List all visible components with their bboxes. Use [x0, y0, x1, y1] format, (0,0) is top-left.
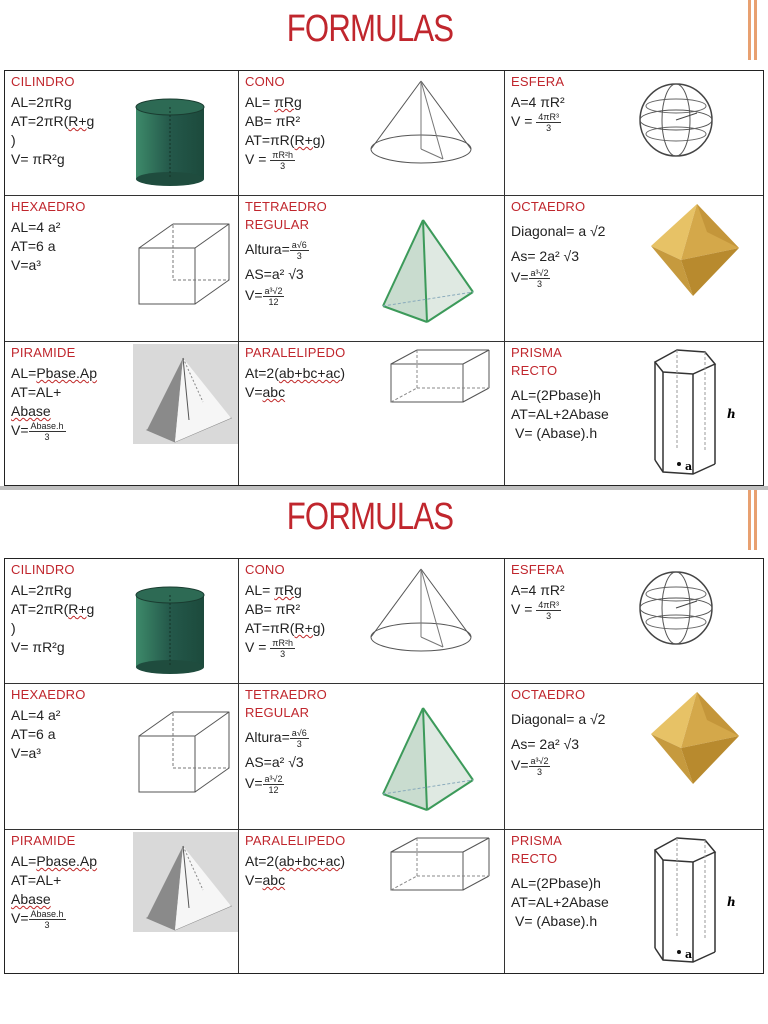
formula-line: Diagonal= a √2	[511, 711, 606, 727]
cell-cono	[239, 71, 505, 196]
formula-line: AS=a² √3	[245, 266, 304, 282]
cube-figure	[129, 218, 237, 308]
prism-figure	[649, 346, 759, 484]
formula-line: AL=Pbase.Ap	[11, 365, 98, 381]
formula-line: AT=πR(R+g)	[245, 620, 326, 636]
page-title: FORMULAS	[286, 8, 454, 50]
page-2	[0, 490, 768, 975]
shape-name: PRISMA RECTO	[511, 345, 563, 378]
formula-lines	[245, 240, 309, 307]
tetrahedron-figure	[379, 702, 479, 812]
formula-line: AL=(2Pbase)h	[511, 387, 601, 403]
cell-paralelipedo	[239, 830, 505, 973]
shape-name: PIRAMIDE	[11, 833, 76, 848]
pyramid-figure	[133, 832, 239, 932]
sphere-figure	[635, 567, 717, 649]
formula-lines	[511, 386, 609, 443]
formula-lines	[11, 581, 94, 657]
formula-line: V=abc	[245, 872, 286, 888]
formula-line: AT=AL+2Abase	[511, 406, 609, 422]
tetrahedron-figure	[379, 214, 479, 324]
cylinder-figure	[133, 585, 209, 675]
formula-line: AT=6 a	[11, 238, 56, 254]
formula-lines	[11, 706, 60, 763]
page-corner-decoration	[748, 490, 751, 550]
formula-line: AS=a² √3	[245, 754, 304, 770]
formula-line: AL=(2Pbase)h	[511, 875, 601, 891]
page-corner-decoration	[748, 0, 751, 60]
formula-line: V= (Abase).h	[515, 913, 598, 929]
height-label: h	[727, 407, 736, 421]
shape-name: HEXAEDRO	[11, 687, 86, 702]
formula-line: As= 2a² √3	[511, 736, 579, 752]
formula-line: V= $\frac{\text{a³√2}}{3}$	[511, 268, 549, 289]
shape-name: CONO	[245, 562, 285, 577]
formula-line: AT=AL+	[11, 872, 62, 888]
formula-lines	[511, 581, 565, 621]
formula-line: Diagonal= a √2	[511, 223, 606, 239]
formula-lines	[511, 93, 565, 133]
formula-line: V=abc	[245, 384, 286, 400]
cylinder-figure	[133, 97, 209, 187]
cell-piramide	[5, 342, 239, 485]
formula-lines	[245, 93, 325, 171]
formula-line: A=4 πR²	[511, 94, 565, 110]
cell-tetraedro	[239, 684, 505, 830]
page-corner-decoration	[754, 490, 757, 550]
cell-cilindro	[5, 559, 239, 684]
formula-line: AT=2πR(R+g	[11, 601, 95, 617]
formula-line: Altura= $\frac{a√6}{3}$	[245, 728, 307, 749]
cone-figure	[369, 565, 479, 655]
shape-name: ESFERA	[511, 74, 565, 89]
formula-line: Abase	[11, 891, 51, 907]
formula-line: V = $\frac{\text{4πR³}}{3}$	[511, 600, 560, 621]
pyramid-figure	[133, 344, 239, 444]
cell-prisma	[505, 342, 763, 485]
formula-line: V=a³	[11, 257, 41, 273]
cell-esfera	[505, 71, 763, 196]
formula-line: )	[11, 620, 16, 636]
shape-name: TETRAEDRO REGULAR	[245, 199, 327, 232]
cell-esfera	[505, 559, 763, 684]
cell-octaedro	[505, 684, 763, 830]
formula-lines	[245, 581, 325, 659]
side-label: a	[685, 948, 693, 961]
shape-name: TETRAEDRO REGULAR	[245, 687, 327, 720]
formula-line: As= 2a² √3	[511, 248, 579, 264]
formula-line: AL=2πRg	[11, 582, 72, 598]
formula-lines	[511, 222, 605, 289]
sphere-figure	[635, 79, 717, 161]
formula-line: At=2(ab+bc+ac)	[245, 365, 346, 381]
formula-table	[4, 558, 764, 974]
cube-figure	[129, 706, 237, 796]
formula-line: V= πR²g	[11, 639, 65, 655]
formula-line: AL=4 a²	[11, 707, 61, 723]
cone-figure	[369, 77, 479, 167]
cell-tetraedro	[239, 196, 505, 342]
formula-line: AT=2πR(R+g	[11, 113, 95, 129]
formula-line: )	[11, 132, 16, 148]
formula-line: V = $\frac{\text{πR²h}}{3}$	[245, 150, 294, 171]
octahedron-figure	[647, 202, 747, 298]
formula-line: V= πR²g	[11, 151, 65, 167]
shape-name: HEXAEDRO	[11, 199, 86, 214]
shape-name: PRISMA RECTO	[511, 833, 563, 866]
formula-lines	[511, 710, 605, 777]
formula-line: AT=6 a	[11, 726, 56, 742]
cell-cono	[239, 559, 505, 684]
formula-lines	[11, 364, 97, 442]
formula-line: Altura= $\frac{a√6}{3}$	[245, 240, 307, 261]
formula-lines	[11, 218, 60, 275]
formula-line: AB= πR²	[245, 113, 301, 129]
formula-line: AL= πRg	[245, 94, 302, 110]
cell-octaedro	[505, 196, 763, 342]
formula-line: V= $\frac{\text{Abase.h}}{3}$	[11, 909, 64, 930]
formula-line: V= $\frac{\text{a³√2}}{12}$	[245, 286, 283, 307]
formula-lines	[245, 852, 345, 890]
side-label: a	[685, 460, 693, 473]
shape-name: CONO	[245, 74, 285, 89]
cell-cilindro	[5, 71, 239, 196]
cell-piramide	[5, 830, 239, 973]
shape-name: PARALELIPEDO	[245, 833, 346, 848]
height-label: h	[727, 895, 736, 909]
formula-line: AB= πR²	[245, 601, 301, 617]
page-corner-decoration	[754, 0, 757, 60]
parallelepiped-figure	[389, 348, 499, 408]
formula-line: AT=πR(R+g)	[245, 132, 326, 148]
formula-line: AL=4 a²	[11, 219, 61, 235]
formula-line: AT=AL+	[11, 384, 62, 400]
shape-name: OCTAEDRO	[511, 199, 586, 214]
formula-line: A=4 πR²	[511, 582, 565, 598]
formula-line: V=a³	[11, 745, 41, 761]
formula-line: V = $\frac{\text{4πR³}}{3}$	[511, 112, 560, 133]
page-1	[0, 0, 768, 487]
formula-lines	[245, 364, 345, 402]
formula-line: At=2(ab+bc+ac)	[245, 853, 346, 869]
shape-name: PARALELIPEDO	[245, 345, 346, 360]
formula-line: V= $\frac{\text{a³√2}}{3}$	[511, 756, 549, 777]
formula-line: AL=2πRg	[11, 94, 72, 110]
cell-prisma	[505, 830, 763, 973]
formula-lines	[511, 874, 609, 931]
formula-line: Abase	[11, 403, 51, 419]
shape-name: ESFERA	[511, 562, 565, 577]
cell-hexaedro	[5, 684, 239, 830]
formula-lines	[11, 93, 94, 169]
shape-name: PIRAMIDE	[11, 345, 76, 360]
formula-lines	[245, 728, 309, 795]
formula-line: V= $\frac{\text{Abase.h}}{3}$	[11, 421, 64, 442]
formula-table	[4, 70, 764, 486]
formula-line: V = $\frac{\text{πR²h}}{3}$	[245, 638, 294, 659]
formula-line: AL=Pbase.Ap	[11, 853, 98, 869]
formula-line: AL= πRg	[245, 582, 302, 598]
formula-line: AT=AL+2Abase	[511, 894, 609, 910]
shape-name: CILINDRO	[11, 74, 75, 89]
octahedron-figure	[647, 690, 747, 786]
formula-line: V= (Abase).h	[515, 425, 598, 441]
page-title: FORMULAS	[286, 496, 454, 538]
shape-name: CILINDRO	[11, 562, 75, 577]
prism-figure	[649, 834, 759, 972]
shape-name: OCTAEDRO	[511, 687, 586, 702]
parallelepiped-figure	[389, 836, 499, 896]
formula-lines	[11, 852, 97, 930]
formula-line: V= $\frac{\text{a³√2}}{12}$	[245, 774, 283, 795]
cell-hexaedro	[5, 196, 239, 342]
cell-paralelipedo	[239, 342, 505, 485]
